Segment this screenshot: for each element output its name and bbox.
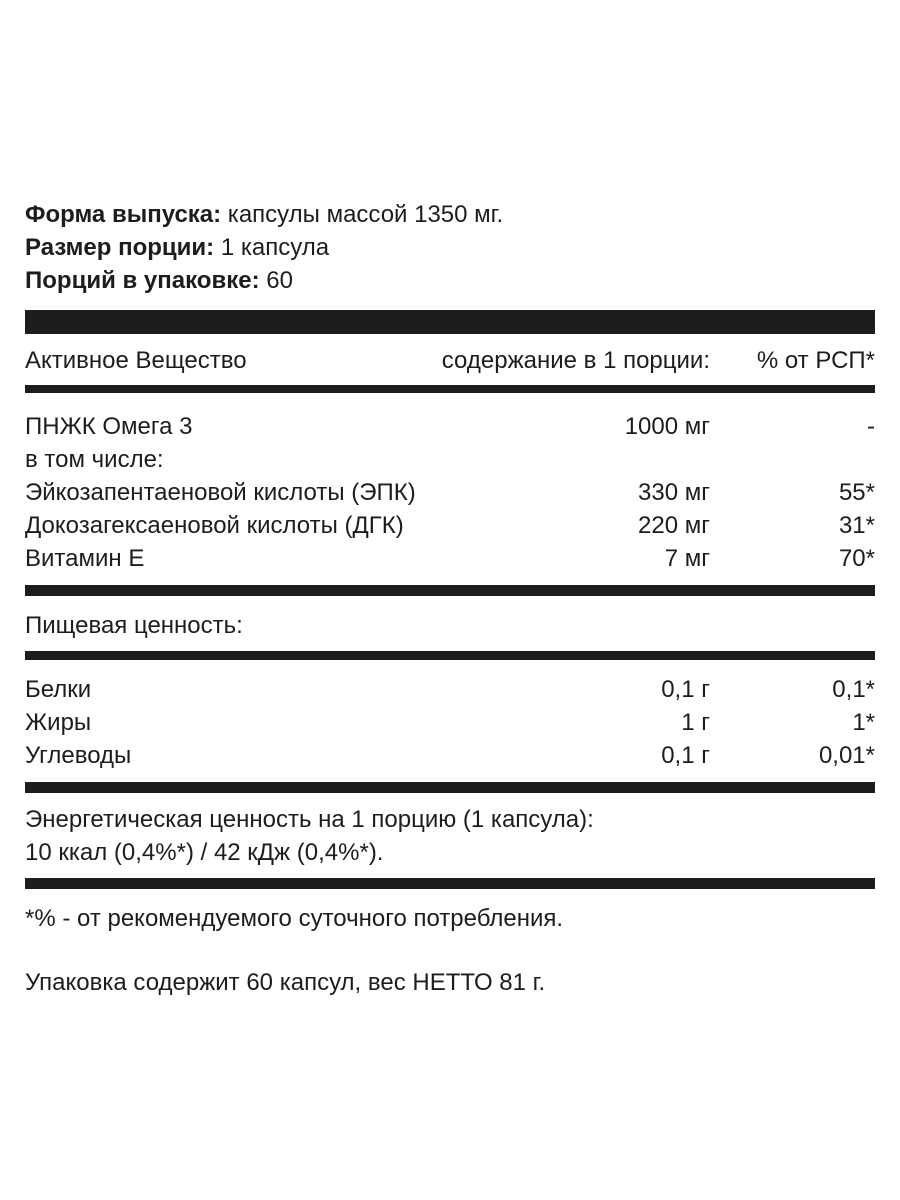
- serving-label: Размер порции:: [25, 234, 215, 261]
- nutrition-name: Жиры: [25, 709, 92, 736]
- header-substance: Активное Вещество: [25, 347, 247, 374]
- divider: [25, 782, 875, 793]
- top-bar: [25, 310, 875, 334]
- active-amount: 7 мг: [664, 545, 710, 572]
- nutrition-title: Пищевая ценность:: [25, 612, 243, 639]
- energy-line-1: Энергетическая ценность на 1 порцию (1 капсула):: [25, 806, 594, 833]
- active-name: в том числе:: [25, 446, 164, 473]
- serving-value: 1 капсула: [214, 234, 330, 261]
- active-rsp: -: [867, 413, 875, 440]
- package-info: Упаковка содержит 60 капсул, вес НЕТТО 81 г.: [25, 969, 546, 996]
- nutrition-rsp: 1*: [852, 709, 875, 736]
- active-amount: 330 мг: [638, 479, 710, 506]
- active-rsp: 55*: [838, 479, 875, 506]
- divider: [25, 651, 875, 660]
- energy-line-2: 10 ккал (0,4%*) / 42 кДж (0,4%*).: [25, 839, 384, 866]
- form-line: [25, 198, 503, 231]
- active-name: Докозагексаеновой кислоты (ДГК): [25, 512, 404, 539]
- servings-label: Порций в упаковке:: [25, 267, 260, 294]
- nutrition-name: Углеводы: [25, 742, 132, 769]
- nutrition-amount: 0,1 г: [661, 676, 710, 703]
- divider: [25, 385, 875, 393]
- active-rsp: 70*: [838, 545, 875, 572]
- nutrition-amount: 1 г: [681, 709, 710, 736]
- header-content: содержание в 1 порции:: [441, 347, 710, 374]
- nutrition-rsp: 0,1*: [832, 676, 875, 703]
- footnote: *% - от рекомендуемого суточного потребления.: [25, 905, 564, 932]
- divider: [25, 585, 875, 596]
- active-name: ПНЖК Омега 3: [25, 413, 193, 440]
- form-value: капсулы массой 1350 мг.: [221, 201, 504, 228]
- header-rsp: % от РСП*: [756, 347, 875, 374]
- active-rsp: 31*: [838, 512, 875, 539]
- serving-line: [25, 231, 329, 264]
- divider: [25, 878, 875, 889]
- servings-line: [25, 264, 293, 297]
- active-name: Эйкозапентаеновой кислоты (ЭПК): [25, 479, 416, 506]
- active-amount: 220 мг: [638, 512, 710, 539]
- servings-value: 60: [259, 267, 293, 294]
- form-label: Форма выпуска:: [25, 201, 222, 228]
- active-name: Витамин Е: [25, 545, 145, 572]
- nutrition-amount: 0,1 г: [661, 742, 710, 769]
- nutrition-name: Белки: [25, 676, 92, 703]
- nutrition-rsp: 0,01*: [818, 742, 875, 769]
- active-amount: 1000 мг: [624, 413, 710, 440]
